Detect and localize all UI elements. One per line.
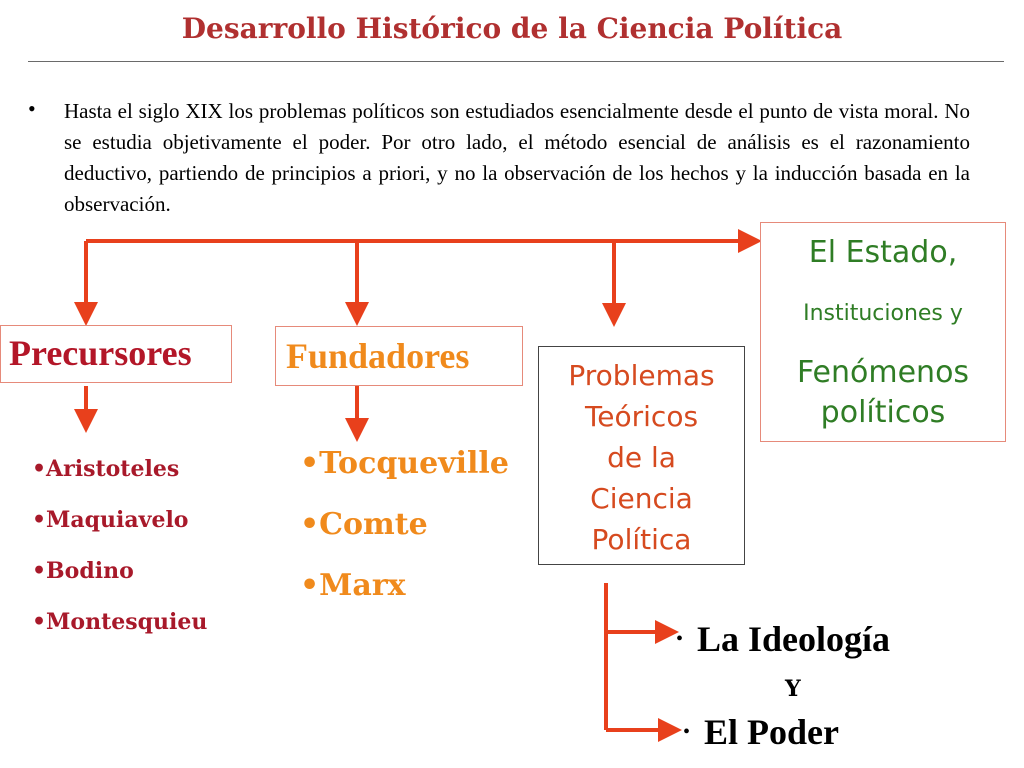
estado-line-1: El Estado, xyxy=(808,235,958,270)
list-item: •Maquiavelo xyxy=(32,507,189,533)
fundadores-list xyxy=(300,446,509,629)
fundadores-node xyxy=(275,326,523,386)
problemas-line: Política xyxy=(591,523,692,556)
problemas-label xyxy=(539,355,744,560)
slide-title: Desarrollo Histórico de la Ciencia Política xyxy=(181,12,843,45)
ideologia-label: La Ideología xyxy=(697,619,891,659)
estado-node xyxy=(760,222,1006,442)
list-item: •Tocqueville xyxy=(300,446,509,481)
ideologia-bullet: • xyxy=(676,628,684,650)
poder-label: El Poder xyxy=(704,712,839,752)
estado-line-3 xyxy=(761,353,1005,433)
estado-politicos: políticos xyxy=(820,395,946,430)
problemas-line: de la xyxy=(607,441,676,474)
list-item: •Comte xyxy=(300,507,428,542)
problemas-line: Teóricos xyxy=(584,400,699,433)
intro-paragraph: Hasta el siglo XIX los problemas políticos son estudiados esencialmente desde el punto de vista moral. No se estudia objetivamente el poder. Por otro lado, el método esencial de análisis es el razonamiento deductivo, partiendo de principios a priori, y no la observación de los hechos y la inducción basada en la observación. xyxy=(64,99,970,216)
problemas-line: Ciencia xyxy=(590,482,693,515)
poder-bullet: • xyxy=(683,721,691,743)
intro-bullet: • xyxy=(28,96,36,121)
problemas-teoricos-node xyxy=(538,346,745,565)
precursores-label: Precursores xyxy=(9,333,192,373)
list-item: •Montesquieu xyxy=(32,609,208,635)
fundadores-label: Fundadores xyxy=(286,336,470,376)
precursores-list xyxy=(32,455,207,659)
list-item: •Bodino xyxy=(32,558,134,584)
precursores-node xyxy=(0,325,232,383)
list-item: •Marx xyxy=(300,568,406,603)
estado-fenomenos: Fenómenos xyxy=(796,355,970,390)
list-item: •Aristoteles xyxy=(32,456,180,482)
conjunction-label: Y xyxy=(785,676,801,702)
estado-line-2: Instituciones y xyxy=(803,301,963,326)
problemas-line: Problemas xyxy=(568,359,715,392)
